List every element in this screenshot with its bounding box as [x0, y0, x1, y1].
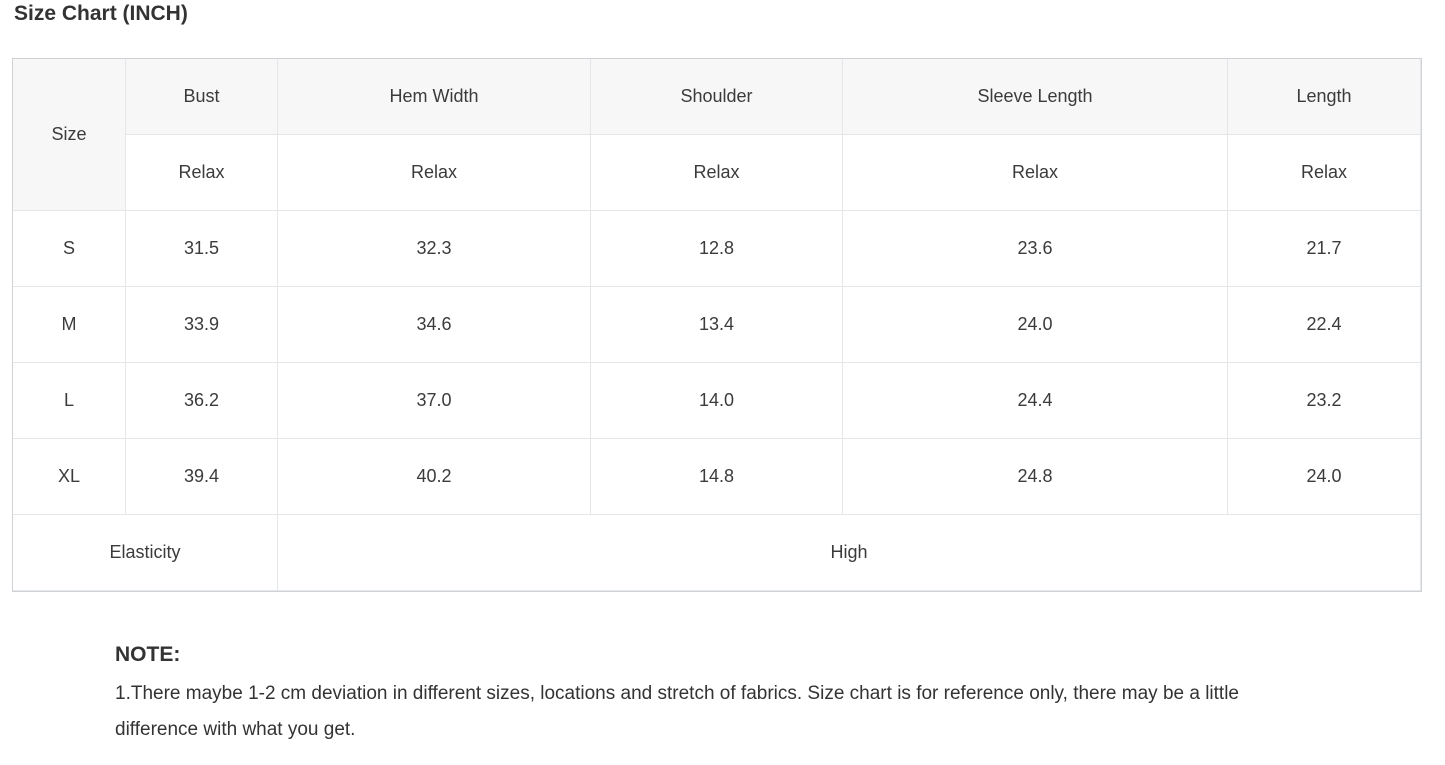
value-bust: 31.5 — [126, 211, 278, 287]
value-bust: 39.4 — [126, 439, 278, 515]
value-length: 23.2 — [1228, 363, 1421, 439]
value-hem-width: 37.0 — [278, 363, 591, 439]
sub-header-sleeve-length-relax: Relax — [843, 135, 1228, 211]
value-bust: 33.9 — [126, 287, 278, 363]
value-sleeve-length: 24.8 — [843, 439, 1228, 515]
elasticity-row — [13, 515, 1421, 591]
note-body: 1.There maybe 1-2 cm deviation in different sizes, locations and stretch of fabrics. Size chart is for reference only, there may be a little difference with what you get. — [115, 683, 1239, 740]
value-hem-width: 32.3 — [278, 211, 591, 287]
size-label: XL — [13, 439, 126, 515]
elasticity-value: High — [278, 515, 1421, 591]
value-sleeve-length: 24.4 — [843, 363, 1228, 439]
size-row-xl — [13, 439, 1421, 515]
value-shoulder: 14.0 — [591, 363, 843, 439]
col-header-shoulder: Shoulder — [591, 59, 843, 135]
size-row-s — [13, 211, 1421, 287]
col-header-bust: Bust — [126, 59, 278, 135]
col-header-size: Size — [13, 59, 126, 211]
sub-header-hem-width-relax: Relax — [278, 135, 591, 211]
sub-header-length-relax: Relax — [1228, 135, 1421, 211]
value-length: 21.7 — [1228, 211, 1421, 287]
value-shoulder: 14.8 — [591, 439, 843, 515]
value-sleeve-length: 24.0 — [843, 287, 1228, 363]
value-hem-width: 34.6 — [278, 287, 591, 363]
size-label: S — [13, 211, 126, 287]
col-header-sleeve-length: Sleeve Length — [843, 59, 1228, 135]
header-row-measurements — [13, 59, 1421, 135]
value-shoulder: 12.8 — [591, 211, 843, 287]
note-heading: NOTE: — [115, 643, 181, 666]
size-row-m — [13, 287, 1421, 363]
size-row-l — [13, 363, 1421, 439]
value-length: 24.0 — [1228, 439, 1421, 515]
value-hem-width: 40.2 — [278, 439, 591, 515]
size-label: L — [13, 363, 126, 439]
value-shoulder: 13.4 — [591, 287, 843, 363]
value-bust: 36.2 — [126, 363, 278, 439]
size-label: M — [13, 287, 126, 363]
size-chart-table — [12, 58, 1422, 592]
sub-header-shoulder-relax: Relax — [591, 135, 843, 211]
elasticity-label: Elasticity — [13, 515, 278, 591]
page-title: Size Chart (INCH) — [14, 2, 188, 25]
value-length: 22.4 — [1228, 287, 1421, 363]
col-header-hem-width: Hem Width — [278, 59, 591, 135]
sub-header-bust-relax: Relax — [126, 135, 278, 211]
note-section — [115, 642, 1295, 748]
header-row-fit — [13, 135, 1421, 211]
value-sleeve-length: 23.6 — [843, 211, 1228, 287]
col-header-length: Length — [1228, 59, 1421, 135]
